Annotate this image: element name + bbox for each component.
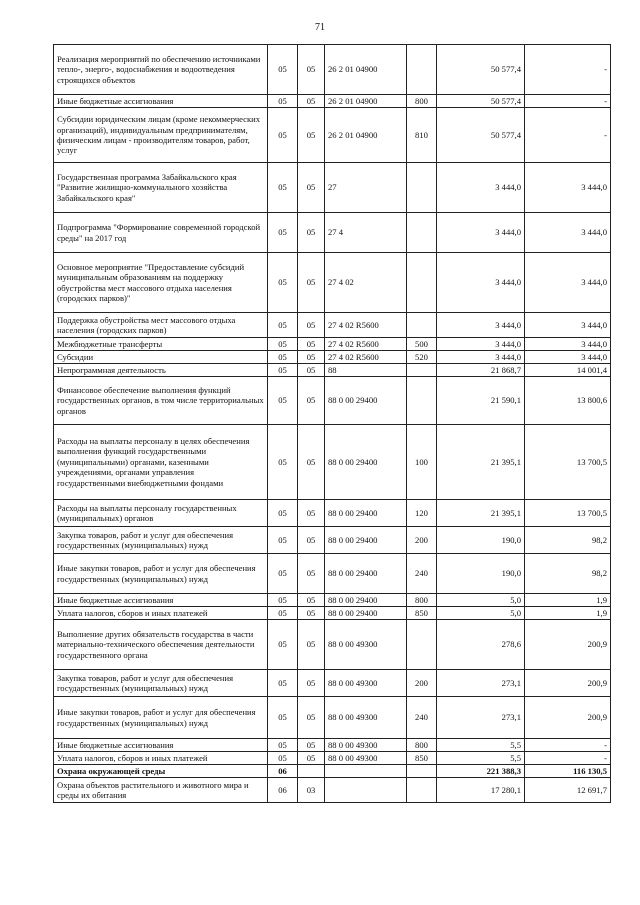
row-subsection-code: 05 <box>298 163 325 213</box>
row-amount-planned: 190,0 <box>437 527 525 554</box>
row-section-code: 05 <box>268 377 298 425</box>
row-expense-type <box>407 620 437 670</box>
table-row <box>54 213 611 253</box>
table-row <box>54 338 611 351</box>
row-name: Уплата налогов, сборов и иных платежей <box>54 607 268 620</box>
row-section-code: 06 <box>268 765 298 778</box>
row-amount-executed: 13 700,5 <box>525 425 611 500</box>
row-name: Выполнение других обязательств государства в части материально-технического обеспечения деятельности государственного органа <box>54 620 268 670</box>
row-expense-type: 200 <box>407 670 437 697</box>
row-name: Поддержка обустройства мест массового отдыха населения (городских парков) <box>54 313 268 338</box>
row-amount-executed: 98,2 <box>525 554 611 594</box>
row-amount-executed: 14 001,4 <box>525 364 611 377</box>
row-section-code: 05 <box>268 670 298 697</box>
row-expense-type <box>407 778 437 803</box>
row-amount-executed: - <box>525 752 611 765</box>
row-target-article: 88 0 00 49300 <box>325 670 407 697</box>
row-amount-planned: 50 577,4 <box>437 95 525 108</box>
row-amount-planned: 3 444,0 <box>437 338 525 351</box>
row-section-code: 05 <box>268 425 298 500</box>
row-name: Реализация мероприятий по обеспечению источниками тепло-, энерго-, водоснабжения и водоотведения строящихся объектов <box>54 45 268 95</box>
row-target-article: 27 4 02 R5600 <box>325 313 407 338</box>
row-section-code: 05 <box>268 697 298 739</box>
table-row <box>54 500 611 527</box>
row-section-code: 05 <box>268 351 298 364</box>
row-expense-type: 800 <box>407 739 437 752</box>
row-name: Иные бюджетные ассигнования <box>54 594 268 607</box>
row-amount-executed: 200,9 <box>525 670 611 697</box>
row-subsection-code: 05 <box>298 213 325 253</box>
row-expense-type: 500 <box>407 338 437 351</box>
row-section-code: 05 <box>268 500 298 527</box>
table-row <box>54 607 611 620</box>
row-expense-type: 240 <box>407 697 437 739</box>
row-target-article: 27 <box>325 163 407 213</box>
row-expense-type: 240 <box>407 554 437 594</box>
row-subsection-code: 05 <box>298 554 325 594</box>
row-amount-planned: 273,1 <box>437 670 525 697</box>
row-section-code: 05 <box>268 213 298 253</box>
table-row <box>54 778 611 803</box>
row-name: Иные бюджетные ассигнования <box>54 739 268 752</box>
row-name: Основное мероприятие "Предоставление субсидий муниципальным образованиям на поддержку обустройства мест массового отдыха населения (городских парков)" <box>54 253 268 313</box>
row-section-code: 05 <box>268 364 298 377</box>
table-row <box>54 752 611 765</box>
row-expense-type: 800 <box>407 95 437 108</box>
row-amount-planned: 21 590,1 <box>437 377 525 425</box>
budget-table <box>53 44 611 803</box>
table-row <box>54 377 611 425</box>
row-expense-type <box>407 163 437 213</box>
row-name: Иные закупки товаров, работ и услуг для обеспечения государственных (муниципальных) нужд <box>54 554 268 594</box>
row-subsection-code: 05 <box>298 364 325 377</box>
row-target-article: 88 0 00 29400 <box>325 425 407 500</box>
row-subsection-code <box>298 765 325 778</box>
row-amount-executed: 3 444,0 <box>525 163 611 213</box>
row-name: Охрана объектов растительного и животного мира и среды их обитания <box>54 778 268 803</box>
row-section-code: 05 <box>268 108 298 163</box>
row-target-article: 26 2 01 04900 <box>325 45 407 95</box>
row-subsection-code: 05 <box>298 594 325 607</box>
row-amount-planned: 21 395,1 <box>437 500 525 527</box>
row-amount-planned: 21 395,1 <box>437 425 525 500</box>
row-amount-planned: 5,0 <box>437 607 525 620</box>
row-amount-executed: 3 444,0 <box>525 338 611 351</box>
row-section-code: 05 <box>268 594 298 607</box>
table-row <box>54 765 611 778</box>
row-expense-type: 520 <box>407 351 437 364</box>
row-expense-type: 850 <box>407 752 437 765</box>
row-amount-planned: 3 444,0 <box>437 253 525 313</box>
budget-table-body <box>54 45 611 803</box>
row-amount-executed: 1,9 <box>525 594 611 607</box>
row-name: Подпрограмма "Формирование современной городской среды" на 2017 год <box>54 213 268 253</box>
row-subsection-code: 05 <box>298 527 325 554</box>
row-target-article: 88 0 00 49300 <box>325 697 407 739</box>
row-section-code: 05 <box>268 607 298 620</box>
row-section-code: 05 <box>268 620 298 670</box>
row-expense-type: 810 <box>407 108 437 163</box>
row-amount-planned: 3 444,0 <box>437 213 525 253</box>
row-target-article: 26 2 01 04900 <box>325 108 407 163</box>
table-row <box>54 670 611 697</box>
row-subsection-code: 05 <box>298 670 325 697</box>
row-amount-planned: 221 388,3 <box>437 765 525 778</box>
row-subsection-code: 05 <box>298 95 325 108</box>
row-subsection-code: 05 <box>298 620 325 670</box>
row-section-code: 05 <box>268 752 298 765</box>
row-name: Закупка товаров, работ и услуг для обеспечения государственных (муниципальных) нужд <box>54 527 268 554</box>
table-row <box>54 527 611 554</box>
row-subsection-code: 05 <box>298 45 325 95</box>
table-row <box>54 313 611 338</box>
row-subsection-code: 05 <box>298 338 325 351</box>
row-name: Охрана окружающей среды <box>54 765 268 778</box>
row-subsection-code: 05 <box>298 313 325 338</box>
row-amount-planned: 21 868,7 <box>437 364 525 377</box>
row-section-code: 06 <box>268 778 298 803</box>
row-amount-executed: - <box>525 739 611 752</box>
row-amount-planned: 3 444,0 <box>437 163 525 213</box>
row-amount-executed: 3 444,0 <box>525 351 611 364</box>
row-subsection-code: 05 <box>298 253 325 313</box>
row-target-article: 88 <box>325 364 407 377</box>
row-subsection-code: 05 <box>298 697 325 739</box>
row-section-code: 05 <box>268 739 298 752</box>
row-amount-executed: - <box>525 108 611 163</box>
row-amount-executed: 3 444,0 <box>525 213 611 253</box>
table-row <box>54 554 611 594</box>
row-amount-executed: - <box>525 45 611 95</box>
row-amount-planned: 17 280,1 <box>437 778 525 803</box>
row-target-article: 88 0 00 49300 <box>325 752 407 765</box>
row-amount-executed: 98,2 <box>525 527 611 554</box>
row-section-code: 05 <box>268 45 298 95</box>
row-section-code: 05 <box>268 554 298 594</box>
table-row <box>54 594 611 607</box>
row-name: Субсидии <box>54 351 268 364</box>
row-expense-type: 800 <box>407 594 437 607</box>
row-amount-planned: 50 577,4 <box>437 108 525 163</box>
row-name: Расходы на выплаты персоналу государственных (муниципальных) органов <box>54 500 268 527</box>
table-row <box>54 108 611 163</box>
row-amount-planned: 5,0 <box>437 594 525 607</box>
row-subsection-code: 05 <box>298 739 325 752</box>
table-row <box>54 253 611 313</box>
row-subsection-code: 05 <box>298 425 325 500</box>
row-target-article: 88 0 00 29400 <box>325 554 407 594</box>
row-target-article: 27 4 <box>325 213 407 253</box>
row-section-code: 05 <box>268 163 298 213</box>
row-name: Межбюджетные трансферты <box>54 338 268 351</box>
row-target-article: 88 0 00 29400 <box>325 607 407 620</box>
row-amount-executed: 1,9 <box>525 607 611 620</box>
row-expense-type: 200 <box>407 527 437 554</box>
row-target-article: 88 0 00 29400 <box>325 377 407 425</box>
row-amount-planned: 273,1 <box>437 697 525 739</box>
row-amount-executed: 13 700,5 <box>525 500 611 527</box>
row-amount-executed: 200,9 <box>525 620 611 670</box>
row-subsection-code: 03 <box>298 778 325 803</box>
row-subsection-code: 05 <box>298 377 325 425</box>
row-amount-planned: 3 444,0 <box>437 313 525 338</box>
row-section-code: 05 <box>268 338 298 351</box>
row-section-code: 05 <box>268 313 298 338</box>
row-name: Государственная программа Забайкальского края "Развитие жилищно-коммунального хозяйства Забайкальского края" <box>54 163 268 213</box>
row-name: Иные бюджетные ассигнования <box>54 95 268 108</box>
row-subsection-code: 05 <box>298 752 325 765</box>
table-row <box>54 95 611 108</box>
row-target-article: 88 0 00 29400 <box>325 527 407 554</box>
table-row <box>54 697 611 739</box>
page-number: 71 <box>315 22 325 33</box>
row-expense-type: 850 <box>407 607 437 620</box>
row-section-code: 05 <box>268 95 298 108</box>
row-target-article <box>325 765 407 778</box>
row-expense-type <box>407 377 437 425</box>
table-row <box>54 163 611 213</box>
row-expense-type <box>407 765 437 778</box>
row-target-article: 27 4 02 R5600 <box>325 351 407 364</box>
row-amount-planned: 50 577,4 <box>437 45 525 95</box>
row-name: Расходы на выплаты персоналу в целях обеспечения выполнения функций государственными (муниципальными) органами, казенными учреждениями, органами управления государственными внебюджетными фондами <box>54 425 268 500</box>
row-subsection-code: 05 <box>298 500 325 527</box>
row-target-article: 26 2 01 04900 <box>325 95 407 108</box>
row-subsection-code: 05 <box>298 351 325 364</box>
row-target-article: 88 0 00 49300 <box>325 620 407 670</box>
table-row <box>54 620 611 670</box>
row-expense-type <box>407 45 437 95</box>
row-subsection-code: 05 <box>298 607 325 620</box>
row-name: Уплата налогов, сборов и иных платежей <box>54 752 268 765</box>
row-name: Закупка товаров, работ и услуг для обеспечения государственных (муниципальных) нужд <box>54 670 268 697</box>
row-name: Иные закупки товаров, работ и услуг для обеспечения государственных (муниципальных) нужд <box>54 697 268 739</box>
row-section-code: 05 <box>268 527 298 554</box>
table-row <box>54 364 611 377</box>
table-row <box>54 739 611 752</box>
row-name: Непрограммная деятельность <box>54 364 268 377</box>
row-amount-executed: 200,9 <box>525 697 611 739</box>
row-target-article: 88 0 00 29400 <box>325 594 407 607</box>
row-amount-planned: 5,5 <box>437 752 525 765</box>
row-target-article: 88 0 00 49300 <box>325 739 407 752</box>
row-amount-planned: 5,5 <box>437 739 525 752</box>
row-target-article: 27 4 02 R5600 <box>325 338 407 351</box>
row-amount-executed: 116 130,5 <box>525 765 611 778</box>
row-subsection-code: 05 <box>298 108 325 163</box>
table-row <box>54 45 611 95</box>
row-amount-executed: 3 444,0 <box>525 313 611 338</box>
row-target-article: 27 4 02 <box>325 253 407 313</box>
row-expense-type: 120 <box>407 500 437 527</box>
row-amount-executed: 12 691,7 <box>525 778 611 803</box>
row-amount-executed: 3 444,0 <box>525 253 611 313</box>
row-amount-planned: 3 444,0 <box>437 351 525 364</box>
row-target-article <box>325 778 407 803</box>
table-row <box>54 351 611 364</box>
row-amount-planned: 190,0 <box>437 554 525 594</box>
table-row <box>54 425 611 500</box>
row-amount-executed: 13 800,6 <box>525 377 611 425</box>
row-amount-executed: - <box>525 95 611 108</box>
row-expense-type <box>407 213 437 253</box>
row-expense-type <box>407 253 437 313</box>
row-expense-type <box>407 313 437 338</box>
row-expense-type <box>407 364 437 377</box>
row-expense-type: 100 <box>407 425 437 500</box>
row-target-article: 88 0 00 29400 <box>325 500 407 527</box>
row-name: Финансовое обеспечение выполнения функций государственных органов, в том числе территориальных органов <box>54 377 268 425</box>
row-name: Субсидии юридическим лицам (кроме некоммерческих организаций), индивидуальным предпринимателям, физическим лицам - производителям товаров, работ, услуг <box>54 108 268 163</box>
row-section-code: 05 <box>268 253 298 313</box>
row-amount-planned: 278,6 <box>437 620 525 670</box>
